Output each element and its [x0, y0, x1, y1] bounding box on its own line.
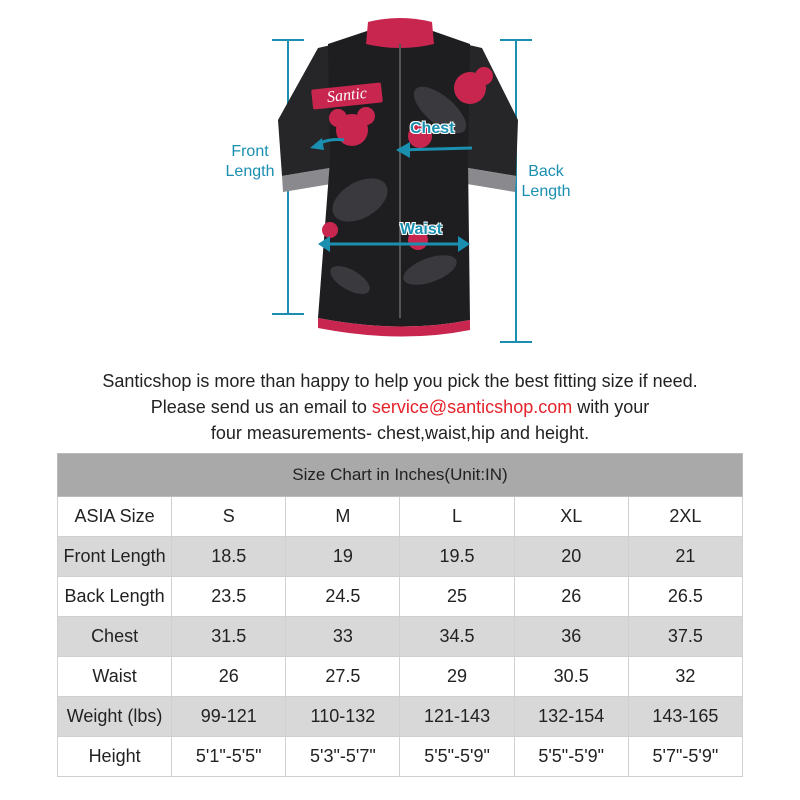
table-cell: 19.5 [400, 537, 514, 577]
back-length-label [516, 162, 576, 202]
table-cell: 26 [172, 657, 286, 697]
table-cell: 34.5 [400, 617, 514, 657]
row-label: Chest [58, 617, 172, 657]
table-cell: 23.5 [172, 577, 286, 617]
back-length-label-line2: Length [521, 183, 571, 200]
row-label: Height [58, 737, 172, 777]
header-cell: ASIA Size [58, 497, 172, 537]
email-link[interactable]: service@santicshop.com [371, 397, 573, 417]
intro-line-2 [0, 394, 800, 420]
size-chart-table [57, 453, 743, 777]
table-cell: 30.5 [514, 657, 628, 697]
table-row [58, 537, 743, 577]
table-cell: 24.5 [286, 577, 400, 617]
intro-line-2-before: Please send us an email to [150, 397, 372, 417]
intro-line-1: Santicshop is more than happy to help you pick the best fitting size if need. [102, 371, 698, 391]
brand-logo: Santic [311, 82, 383, 109]
table-row [58, 657, 743, 697]
table-cell: 18.5 [172, 537, 286, 577]
front-length-label-line1: Front [231, 143, 269, 160]
back-length-label-line1: Back [528, 163, 564, 180]
table-cell: 121-143 [400, 697, 514, 737]
table-cell: 20 [514, 537, 628, 577]
table-cell: 5'1"-5'5" [172, 737, 286, 777]
intro-text [0, 368, 800, 446]
table-caption: Size Chart in Inches(Unit:IN) [58, 454, 743, 497]
table-cell: 27.5 [286, 657, 400, 697]
table-cell: 31.5 [172, 617, 286, 657]
row-label: Weight (lbs) [58, 697, 172, 737]
front-length-label-line2: Length [225, 163, 275, 180]
intro-line-2-after: with your [572, 397, 650, 417]
table-cell: 32 [628, 657, 742, 697]
row-label: Back Length [58, 577, 172, 617]
table-row [58, 737, 743, 777]
jersey-illustration [0, 0, 800, 362]
table-cell: 110-132 [286, 697, 400, 737]
table-row [58, 697, 743, 737]
table-caption-row [58, 454, 743, 497]
table-cell: 132-154 [514, 697, 628, 737]
header-cell: 2XL [628, 497, 742, 537]
table-cell: 36 [514, 617, 628, 657]
table-cell: 29 [400, 657, 514, 697]
table-cell: 5'5"-5'9" [514, 737, 628, 777]
chest-label: Chest [410, 120, 455, 137]
table-cell: 5'3"-5'7" [286, 737, 400, 777]
table-cell: 5'5"-5'9" [400, 737, 514, 777]
row-label: Front Length [58, 537, 172, 577]
intro-line-3: four measurements- chest,waist,hip and height. [210, 423, 590, 443]
table-cell: 19 [286, 537, 400, 577]
table-cell: 5'7"-5'9" [628, 737, 742, 777]
header-cell: XL [514, 497, 628, 537]
jersey-diagram [0, 0, 800, 362]
table-row [58, 617, 743, 657]
waist-label: Waist [400, 221, 443, 238]
table-cell: 33 [286, 617, 400, 657]
front-length-label [220, 142, 280, 182]
table-cell: 26 [514, 577, 628, 617]
table-header-row [58, 497, 743, 537]
table-cell: 143-165 [628, 697, 742, 737]
table-cell: 26.5 [628, 577, 742, 617]
table-cell: 37.5 [628, 617, 742, 657]
table-row [58, 577, 743, 617]
header-cell: S [172, 497, 286, 537]
header-cell: L [400, 497, 514, 537]
header-cell: M [286, 497, 400, 537]
table-cell: 25 [400, 577, 514, 617]
row-label: Waist [58, 657, 172, 697]
table-cell: 99-121 [172, 697, 286, 737]
table-cell: 21 [628, 537, 742, 577]
